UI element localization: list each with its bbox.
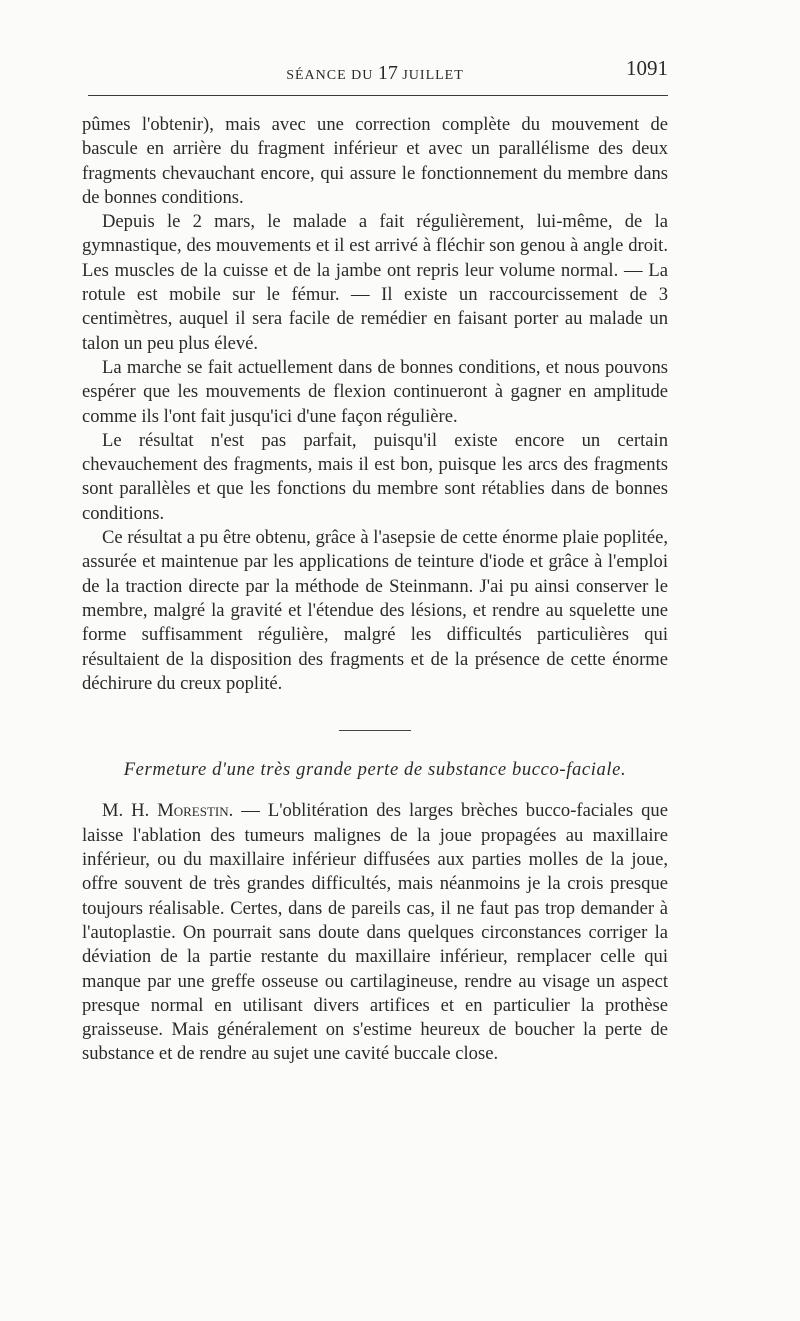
paragraph: Depuis le 2 mars, le malade a fait régulièrement, lui-même, de la gymnastique, des mouvements et il est arrivé à fléchir son genou à angle droit. Les muscles de la cuisse et de la jambe ont repris leur volume normal. — La rotule est mobile sur le fémur. — Il existe un raccourcissement de 3 centimètres, auquel il sera facile de remédier en faisant porter au malade un talon un peu plus élevé. <box>82 211 668 354</box>
running-head <box>82 58 668 84</box>
paragraph-text: . — L'oblitération des larges brèches bucco-faciales que laisse l'ablation des tumeurs malignes de la joue propagées au maxillaire inférieur, ou du maxillaire inférieur diffusées aux parties molles de la joue, offre souvent de très grandes difficultés, mais néanmoins je la crois presque toujours réalisable. Certes, dans de pareils cas, il ne faut pas trop demander à l'autoplastie. On pourrait sans doute dans quelques circonstances corriger la déviation de la partie restante du maxillaire inférieur, remplacer celle qui manque par une greffe osseuse ou cartilagineuse, rendre au visage un aspect presque normal en utilisant divers artifices et en particulier la prothèse graisseuse. Mais généralement on s'estime heureux de boucher la perte de substance et de rendre au sujet une cavité buccale close. <box>82 800 668 1065</box>
section-title: Fermeture d'une très grande perte de substance bucco-faciale. <box>123 759 627 781</box>
paragraph: Le résultat n'est pas parfait, puisqu'il existe encore un certain chevauchement des fragments, mais il est bon, puisque les arcs des fragments sont parallèles et que les fonctions du membre sont rétablies dans de bonnes conditions. <box>82 429 668 524</box>
speaker-name: Morestin <box>157 800 229 822</box>
running-head-title <box>82 62 668 85</box>
head-title-after: JUILLET <box>397 68 464 83</box>
speaker-initial: M. H. <box>102 800 158 822</box>
paragraph-morestin <box>82 799 668 1066</box>
paragraph: La marche se fait actuellement dans de bonnes conditions, et nous pouvons espérer que les mouvements de flexion continueront à gagner en amplitude comme ils l'ont fait jusqu'ici d'une façon régulière. <box>82 356 668 427</box>
header-rule <box>88 95 668 96</box>
head-title-day: 17 <box>377 62 398 84</box>
section-separator <box>339 730 411 731</box>
paragraph: Ce résultat a pu être obtenu, grâce à l'asepsie de cette énorme plaie poplitée, assurée et maintenue par les applications de teinture d'iode et grâce à l'emploi de la traction directe par la méthode de Steinmann. J'ai pu ainsi conserver le membre, malgré la gravité et l'étendue des lésions, et rendre au squelette une forme suffisamment régulière, malgré les difficultés particulières qui résultaient de la disposition des fragments et de la présence de cette énorme déchirure du creux poplité. <box>82 527 668 694</box>
body-text <box>82 113 668 1067</box>
page-number: 1091 <box>626 56 668 80</box>
paragraph-continuation: pûmes l'obtenir), mais avec une correction complète du mouvement de bascule en arrière du fragment inférieur et avec un parallélisme des deux fragments chevauchant encore, qui assure le fonctionnement du membre dans de bonnes conditions. <box>82 114 668 208</box>
head-title-before: SÉANCE DU <box>286 68 378 83</box>
